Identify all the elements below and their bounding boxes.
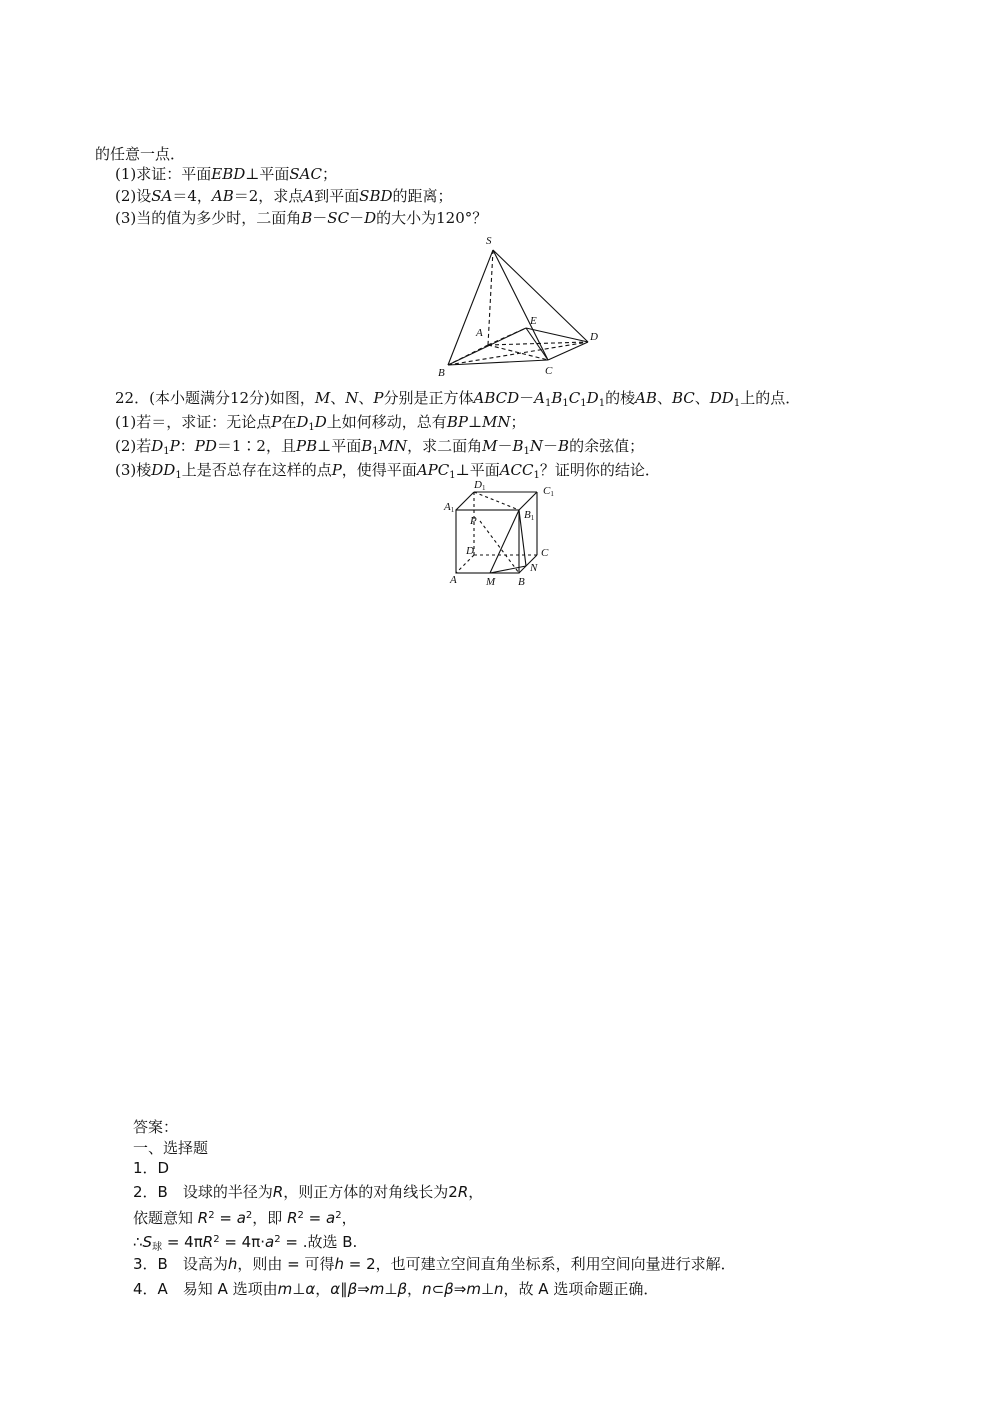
- label-N: N: [530, 562, 538, 574]
- answer-1: 1．D: [133, 1159, 170, 1177]
- pyramid-figure: [430, 230, 610, 380]
- label-D: D: [466, 545, 474, 557]
- problem21-continuation: 的任意一点．: [95, 145, 186, 163]
- problem21-part1: (1)求证：平面EBD⊥平面SAC；: [115, 165, 337, 183]
- label-C: C: [541, 547, 549, 559]
- problem22-part2: (2)若$D_1P$：PD＝1∶2，且PB⊥平面$B_1MN$，求二面角$M-B_1N-B$的余弦值；: [115, 437, 645, 457]
- problem22-part3: (3)棱$DD_1$上是否总存在这样的点P，使得平面$APC_1\perp$平面$ACC_1$？证明你的结论．: [115, 461, 660, 481]
- cube-figure: [440, 476, 570, 591]
- answers-section: 一、选择题: [133, 1139, 209, 1157]
- label-A: A: [476, 327, 483, 339]
- label-B: B: [518, 576, 525, 588]
- label-M: M: [486, 576, 496, 588]
- label-P: P: [470, 515, 477, 527]
- answer-2-line2: 依题意知 $R^2 = a^2$，即 $R^2 = a^2$，: [133, 1209, 357, 1227]
- answers-title: 答案：: [133, 1118, 179, 1136]
- label-A1: A1: [444, 501, 455, 514]
- problem22-part1: (1)若＝，求证：无论点P在$D_1D$上如何移动，总有BP⊥MN；: [115, 413, 526, 433]
- label-D1: D1: [474, 479, 486, 492]
- label-B: B: [438, 367, 445, 379]
- label-B1: B1: [524, 509, 535, 522]
- answer-2: 2．B 设球的半径为R，则正方体的对角线长为2R，: [133, 1183, 484, 1201]
- label-C1: C1: [543, 485, 554, 498]
- answer-4: 4．A 易知 A 选项由m⊥α，α∥β⇒m⊥β，n⊂β⇒m⊥n，故 A 选项命题正确．: [133, 1280, 659, 1298]
- problem22-heading: 22．(本小题满分12分)如图，M、N、P分别是正方体$ABCD-A_1B_1C_1D_1$的棱AB、BC、$DD_1$上的点．: [115, 389, 801, 409]
- problem21-part2: (2)设SA＝4，AB＝2，求点A到平面SBD的距离；: [115, 187, 453, 205]
- label-S: S: [486, 235, 492, 247]
- answer-2-line3: $\therefore S_球 = 4\pi R^2 = 4\pi\cdot a^2$ = .故选 B.: [133, 1233, 358, 1253]
- label-D: D: [590, 331, 598, 343]
- label-C: C: [545, 365, 553, 377]
- answer-3: 3．B 设高为h，则由 = 可得h = 2，也可建立空间直角坐标系，利用空间向量进行求解．: [133, 1255, 736, 1273]
- label-E: E: [530, 315, 537, 327]
- problem21-part3: (3)当的值为多少时，二面角B－SC－D的大小为120°？: [115, 209, 488, 227]
- label-A: A: [450, 574, 457, 586]
